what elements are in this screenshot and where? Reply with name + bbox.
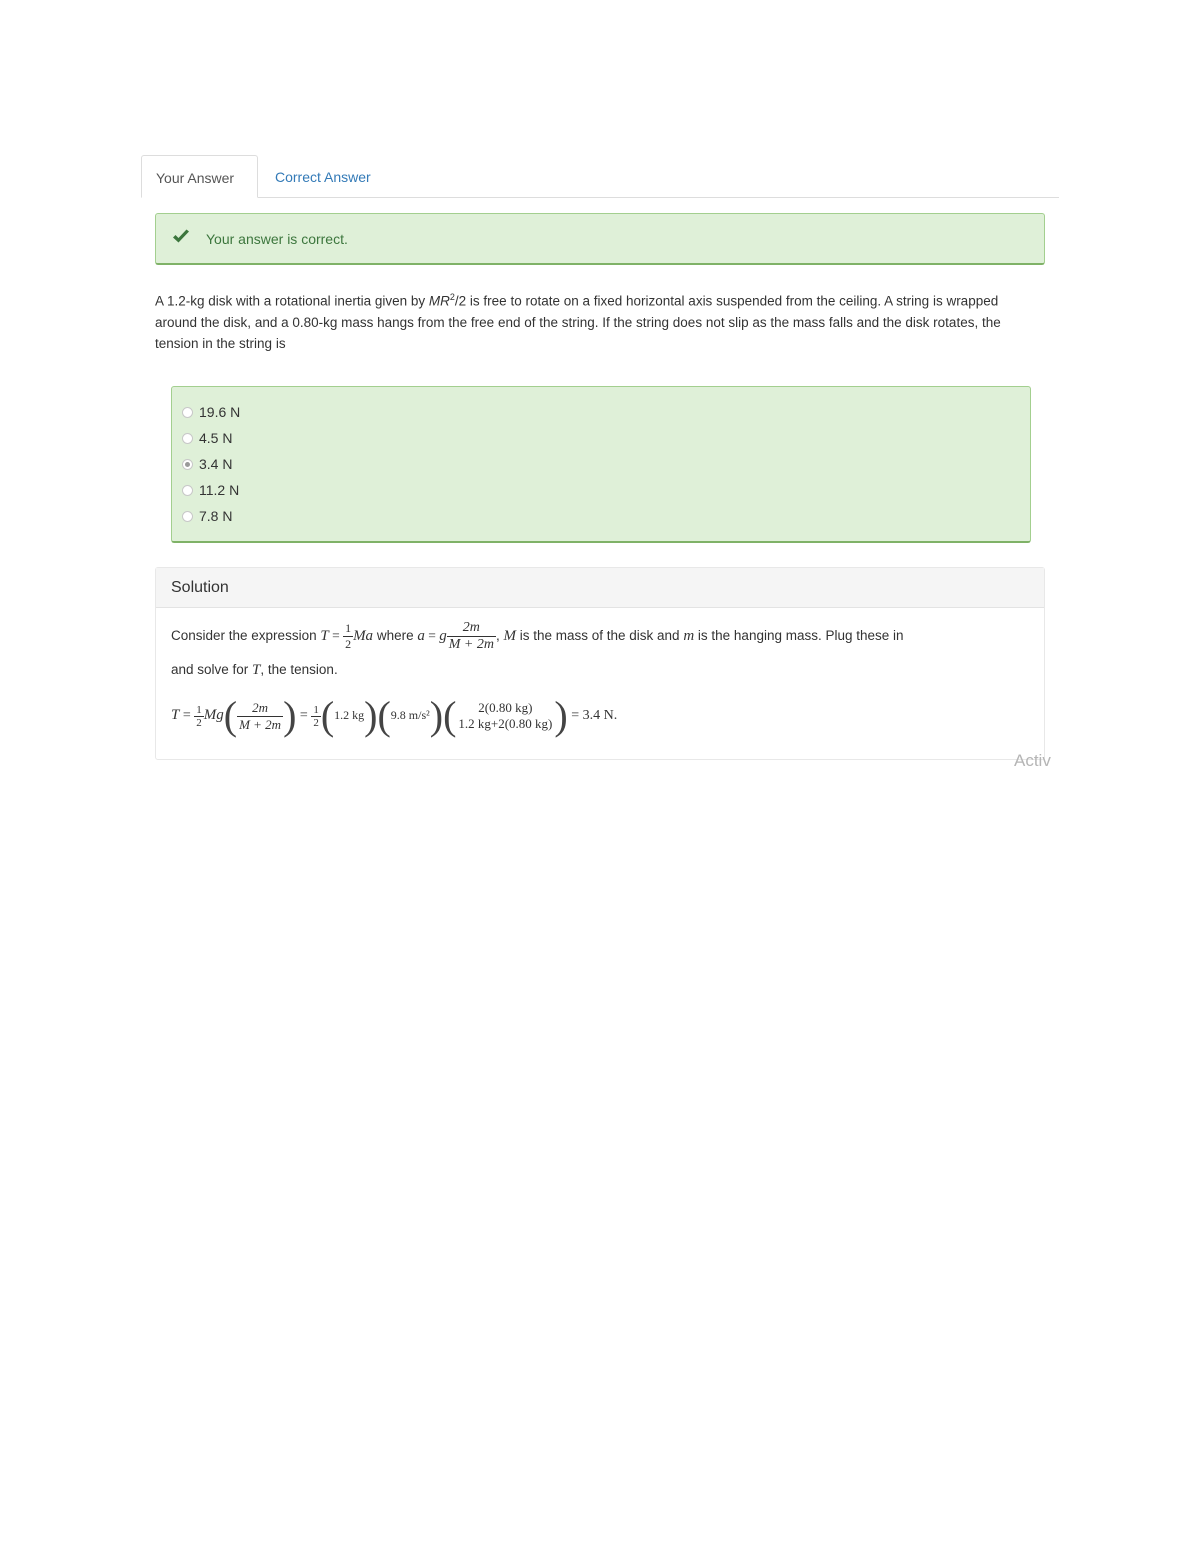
solution-line-2: and solve for T, the tension. xyxy=(171,662,338,678)
fraction: $\frac{1}{2}$ xyxy=(196,703,202,729)
alert-message: Your answer is correct. xyxy=(206,231,348,247)
fraction: $\frac{2m}{M + 2m}$ xyxy=(448,620,494,652)
solution-line-1: Consider the expression T = $\frac{1}{2}$ Ma where a = g $\frac{2m}{M + 2m}$ , M is the mass of the disk and m is the hanging mass. Plug these in xyxy=(171,620,904,652)
fraction: 2(0.80 kg) 1.2 kg+2(0.80 kg) xyxy=(458,700,553,731)
activation-watermark: Activ xyxy=(1014,751,1051,770)
radio-button[interactable] xyxy=(182,485,193,496)
option-3[interactable]: 3.4 N xyxy=(182,456,232,476)
radio-button[interactable] xyxy=(182,511,193,522)
option-1[interactable]: 19.6 N xyxy=(182,404,240,424)
solution-title: Solution xyxy=(171,579,229,596)
option-4[interactable]: 11.2 N xyxy=(182,482,239,502)
option-2[interactable]: 4.5 N xyxy=(182,430,232,450)
radio-button[interactable] xyxy=(182,433,193,444)
question-text: A 1.2-kg disk with a rotational inertia given by $MR^2/2$ is free to rotate on a fixed horizontal axis suspended from the ceiling. A string is wrapped around the disk, and a 0.80-kg mass hangs from the free end of the string. If the string does not slip as the mass falls and the disk rotates, the tension in the string is xyxy=(155,292,1001,351)
tab-your-answer[interactable]: Your Answer xyxy=(141,155,258,198)
solution-equation: T = $\frac{1}{2}$ Mg( $\frac{2m}{M + 2m}$ ) = $\frac{1}{2}$ (1.2 kg)(9.8 m/s²)( 2(0.80 kg) 1.2 kg+2(0.80 kg) ) = 3.4 N. xyxy=(171,693,618,738)
radio-button[interactable] xyxy=(182,407,193,418)
answer-tabs xyxy=(141,155,1059,198)
check-icon xyxy=(172,229,190,245)
solution-panel xyxy=(155,567,1045,760)
tab-correct-answer[interactable]: Correct Answer xyxy=(275,169,371,185)
fraction: $\frac{1}{2}$ xyxy=(313,703,319,729)
correct-alert xyxy=(155,213,1045,265)
fraction: $\frac{2m}{M + 2m}$ xyxy=(239,699,282,732)
option-5[interactable]: 7.8 N xyxy=(182,508,232,528)
radio-button-selected[interactable] xyxy=(182,459,193,470)
answer-options xyxy=(171,386,1031,543)
fraction: $\frac{1}{2}$ xyxy=(345,621,352,651)
solution-header xyxy=(156,568,1044,608)
